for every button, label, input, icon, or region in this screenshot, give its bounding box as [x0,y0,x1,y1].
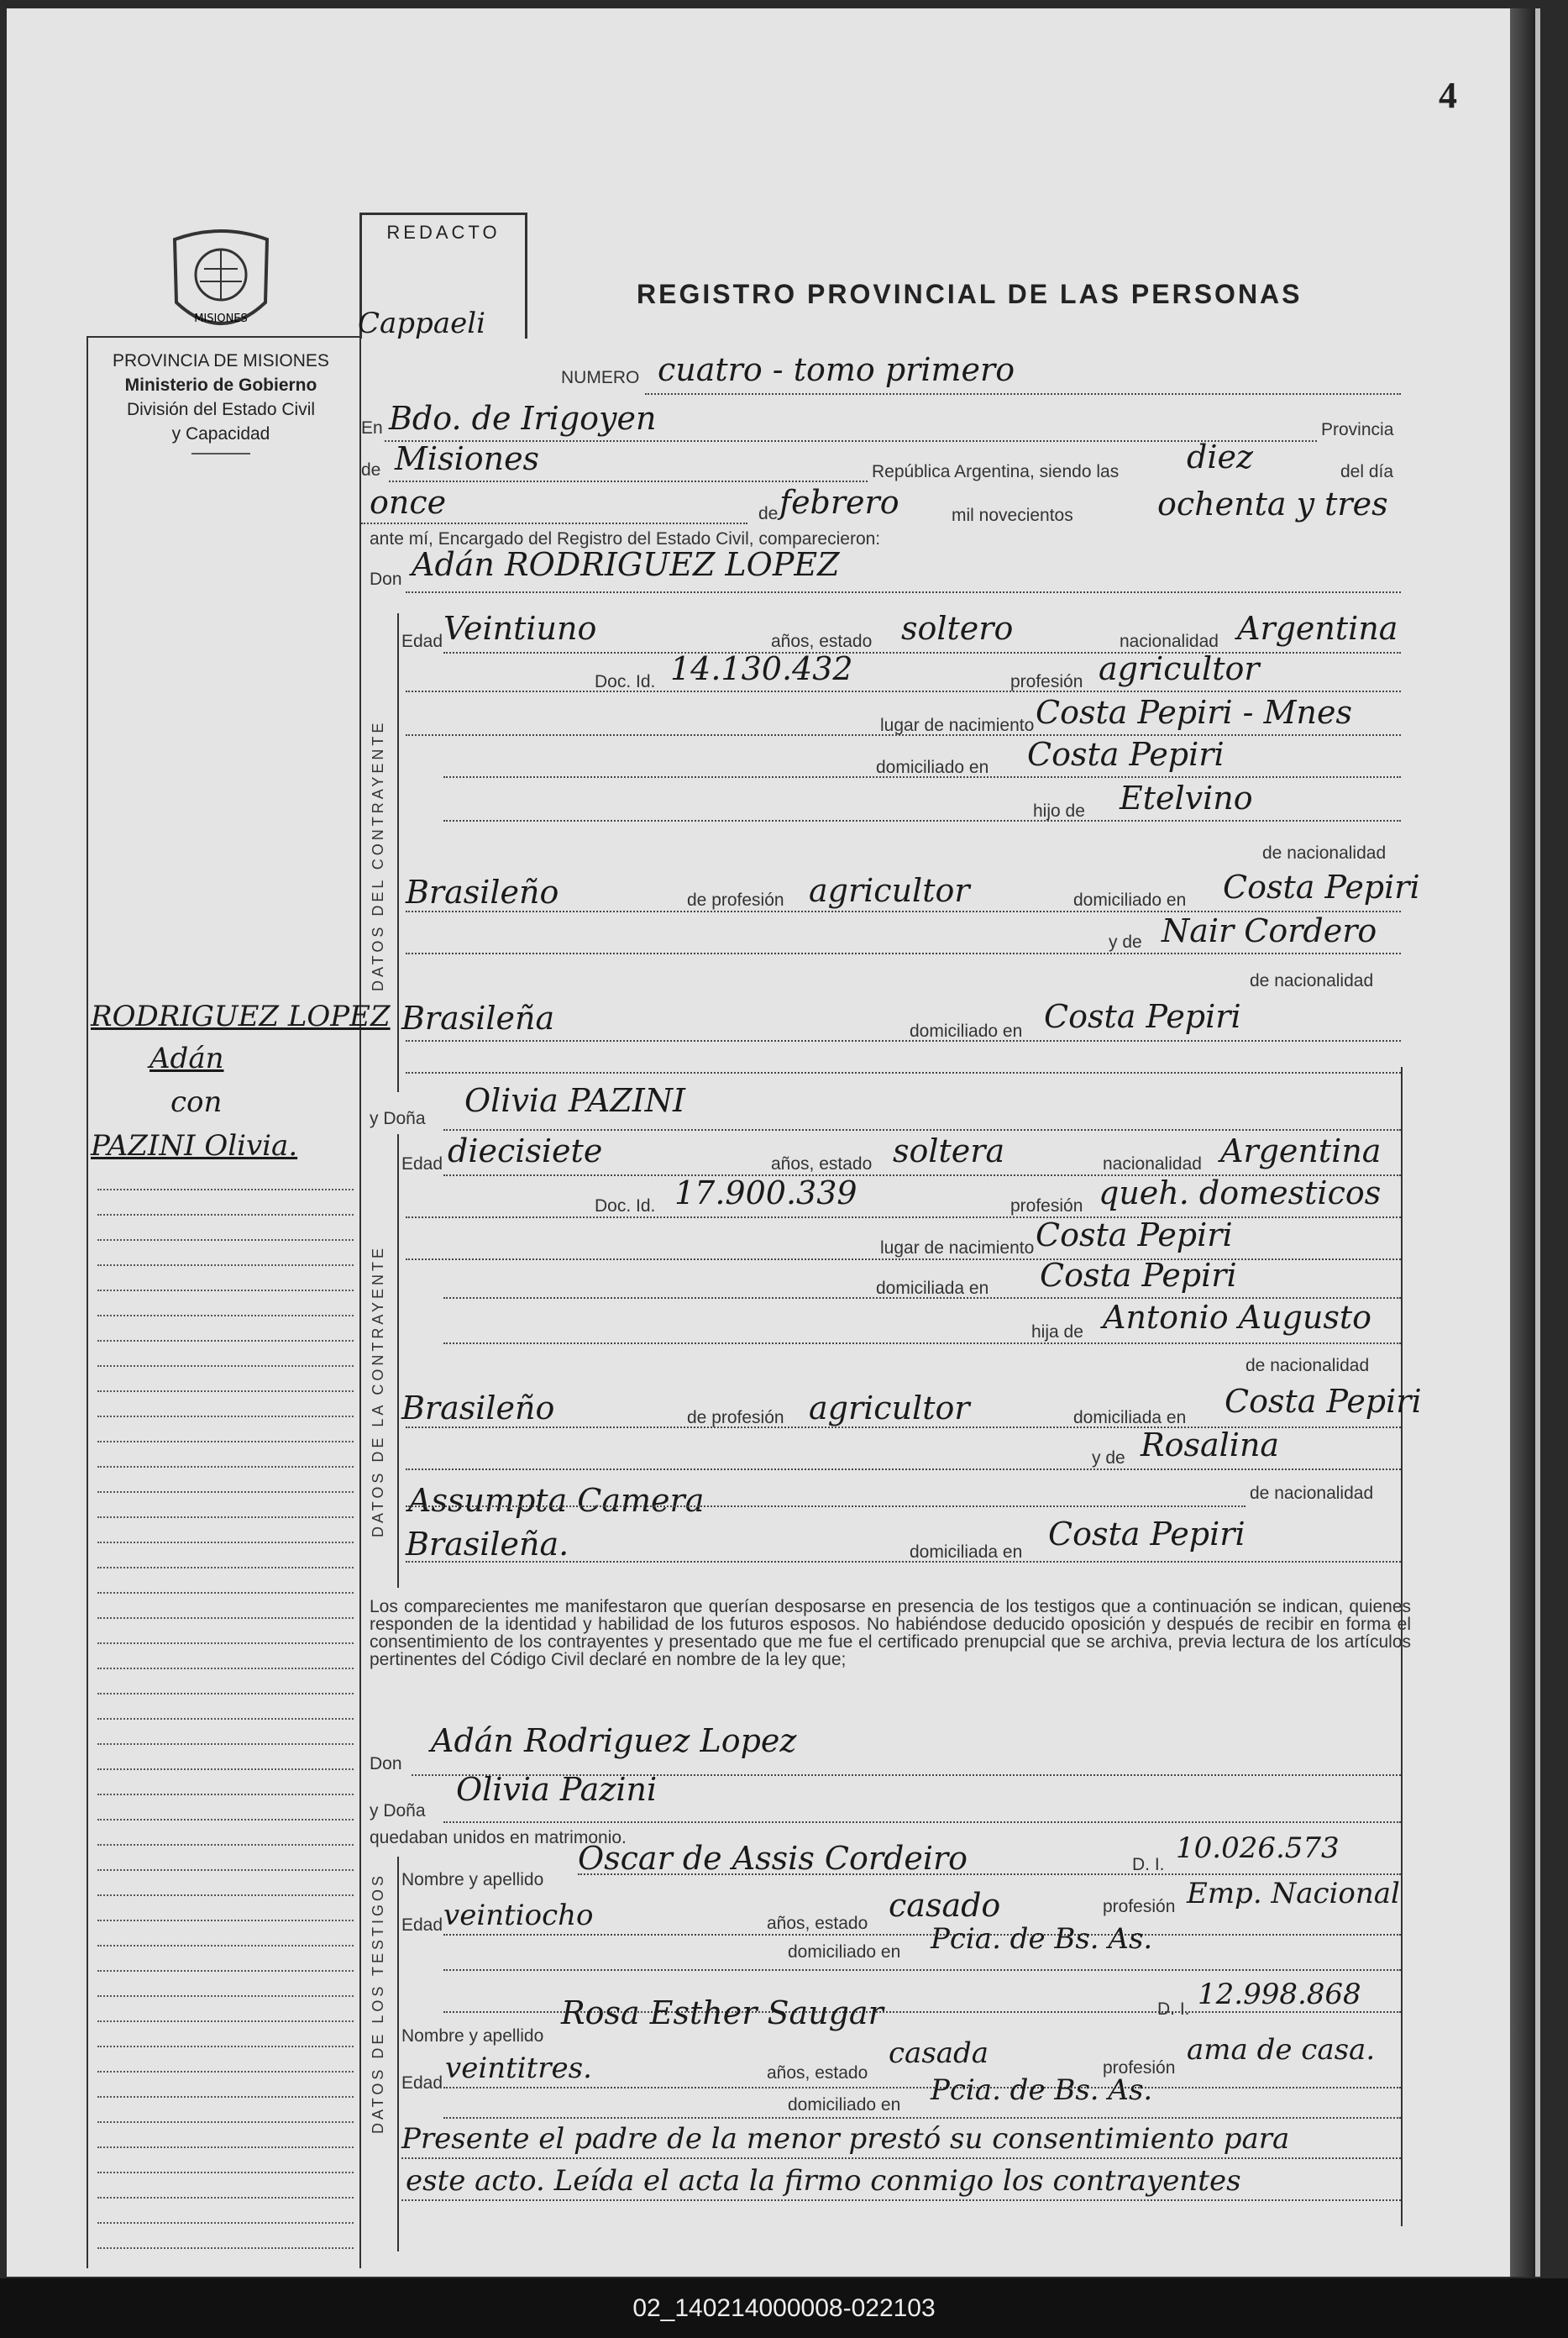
c2-padre-prof-value: agricultor [809,1390,970,1426]
margin-ruled-line [97,2222,354,2224]
ydona-label: y Doña [370,1109,426,1128]
redacto-label: REDACTO [386,222,501,243]
margin-note-line-3: con [170,1085,223,1119]
margin-ruled-line [97,1365,354,1367]
c2-padre-value: Antonio Augusto [1103,1299,1372,1336]
c2-domicilio-value: Costa Pepiri [1040,1257,1237,1294]
margin-ruled-line [97,1995,354,1997]
c2-doc-label: Doc. Id. [595,1196,656,1216]
anio-value: ochenta y tres [1157,486,1388,523]
margin-ruled-line [97,1466,354,1468]
c1-nac-value: Argentina [1237,610,1398,647]
c1-doc-value: 14.130.432 [670,650,853,687]
t1-d-value: 10.026.573 [1176,1831,1340,1865]
margin-ruled-line [97,1920,354,1921]
quedaban-label: quedaban unidos en matrimonio. [370,1828,627,1847]
dia-value: once [370,484,447,521]
margin-ruled-line [97,2121,354,2123]
book-spine [1510,8,1535,2277]
don-label: Don [370,570,402,589]
decl-don-label: Don [370,1754,402,1773]
t2-domicilio-label: domiciliado en [788,2095,901,2115]
document-page [7,8,1540,2277]
note-line-2: este acto. Leída el acta la firmo conmigo los contrayentes [406,2164,1241,2198]
margin-ruled-line [97,1642,354,1644]
c2-edad-value: diecisiete [448,1132,603,1169]
t1-profesion-label: profesión [1103,1897,1176,1916]
c2-nac-label: nacionalidad [1103,1154,1202,1174]
scan-id-footer: 02_140214000008-022103 [0,2278,1568,2338]
issuer-line-2: Ministerio de Gobierno [124,376,317,395]
provincial-seal-icon [166,223,275,344]
c1-madre-dom-value: Costa Pepiri [1044,998,1241,1035]
margin-ruled-line [97,1491,354,1493]
c2-madre-nac-value: Brasileña. [406,1526,569,1563]
margin-ruled-line [97,2146,354,2148]
del-dia-label: del día [1340,462,1394,481]
margin-note-line-4: PAZINI Olivia. [91,1129,298,1163]
c2-nac-value: Argentina [1220,1132,1382,1169]
c1-estado-value: soltero [901,610,1014,647]
t2-d-label: D. I. [1157,1999,1190,2019]
margin-ruled-line [97,1844,354,1846]
t1-edad-label: Edad [401,1915,443,1935]
c1-padre-nac-value: Brasileño [406,874,559,911]
c2-madre-value: Rosalina [1141,1426,1280,1463]
numero-value: cuatro - tomo primero [658,351,1015,388]
margin-ruled-line [97,1945,354,1947]
c1-nac-label: nacionalidad [1120,632,1219,651]
mes-value: febrero [779,484,899,521]
margin-ruled-line [97,1970,354,1972]
t1-profesion-value: Emp. Nacional [1187,1877,1400,1910]
seal-text: MISIONES [194,313,248,325]
margin-ruled-line [97,1264,354,1266]
c1-profesion-label: profesión [1010,672,1083,691]
c2-padre-dom-value: Costa Pepiri [1225,1383,1422,1420]
declaration-paragraph: Los comparecientes me manifestaron que querían desposarse en presencia de los testigos que a continuación se indican, quienes responden de la identidad y habilidad de los futuros esposos. No habiéndose deducido oposición y después de recibir en forma el consentimiento de los contrayentes y presentado que me fue el certificado prenupcial que se archiva, previa lectura de los artículos pertinentes del Código Civil declaré en nombre de la ley que; [370,1597,1411,1669]
issuer-line-1: PROVINCIA DE MISIONES [113,351,329,370]
page-title: REGISTRO PROVINCIAL DE LAS PERSONAS [637,279,1303,309]
c2-domicilio-label: domiciliada en [876,1279,989,1298]
c1-padre-value: Etelvino [1120,780,1253,817]
decl-don-value: Adán Rodriguez Lopez [431,1722,797,1759]
c2-madre-value-2: Assumpta Camera [408,1482,705,1519]
c2-lugar-label: lugar de nacimiento [880,1238,1035,1258]
c1-domicilio-label: domiciliado en [876,758,989,777]
margin-ruled-line [97,1819,354,1820]
en-label: En [361,418,383,438]
t2-profesion-value: ama de casa. [1187,2033,1376,2067]
t2-d-value: 12.998.868 [1198,1978,1361,2011]
c1-padre-dom-value: Costa Pepiri [1223,869,1420,906]
de-value: Misiones [395,440,540,477]
c2-yde-label: y de [1092,1448,1125,1468]
margin-ruled-line [97,2020,354,2022]
contrayente-section-label: DATOS DEL CONTRAYENTE [370,719,386,991]
margin-ruled-line [97,1340,354,1342]
c1-de-nac-label: de nacionalidad [1262,843,1387,863]
redacto-signature: Cappaeli [358,307,485,340]
margin-ruled-line [97,1416,354,1417]
t1-estado-value: casado [889,1887,1001,1924]
margin-ruled-line [97,1189,354,1190]
c2-profesion-label: profesión [1010,1196,1083,1216]
margin-ruled-line [97,1516,354,1518]
t2-edad-label: Edad [401,2073,443,2093]
c1-anos-label: años, estado [771,632,873,651]
margin-ruled-line [97,1592,354,1594]
c2-madre-dom-label: domiciliada en [910,1542,1023,1562]
c2-profesion-value: queh. domesticos [1099,1174,1382,1211]
margin-ruled-line [97,1617,354,1619]
decl-dona-label: y Doña [370,1801,426,1820]
margin-ruled-line [97,1869,354,1871]
t2-nombre-label: Nombre y apellido [401,2026,544,2046]
t2-nombre-value: Rosa Esther Saugar [561,1994,884,2031]
decl-dona-value: Olivia Pazini [456,1771,658,1808]
c1-padre-dom-label: domiciliado en [1073,891,1187,910]
margin-ruled-line [97,2071,354,2073]
t2-domicilio-value: Pcia. de Bs. As. [931,2073,1153,2107]
t2-edad-value: veintitres. [445,2052,592,2085]
margin-ruled-line [97,2197,354,2199]
c2-lugar-value: Costa Pepiri [1036,1216,1233,1253]
c1-hijo-label: hijo de [1033,801,1085,821]
t1-nombre-value: Oscar de Assis Cordeiro [578,1840,968,1877]
margin-note-line-2: Adán [149,1042,224,1075]
mil-label: mil novecientos [952,506,1073,525]
margin-ruled-line [97,1718,354,1720]
t1-domicilio-label: domiciliado en [788,1942,901,1962]
c1-profesion-value: agricultor [1099,650,1260,687]
c1-madre-value: Nair Cordero [1162,912,1377,949]
margin-ruled-line [97,1894,354,1896]
c2-hija-label: hija de [1031,1322,1083,1342]
contrayenta-section-label: DATOS DE LA CONTRAYENTE [370,1244,386,1537]
c1-de-profesion-label: de profesión [687,891,784,910]
c1-lugar-value: Costa Pepiri - Mnes [1036,694,1352,731]
provincia-label: Provincia [1321,420,1394,439]
margin-ruled-line [97,1693,354,1694]
t2-anos-label: años, estado [767,2063,868,2083]
note-line-1: Presente el padre de la menor prestó su consentimiento para [401,2122,1290,2156]
hora-value: diez [1187,439,1253,475]
margin-ruled-line [97,2247,354,2249]
c2-padre-nac-value: Brasileño [401,1390,555,1426]
don-value: Adán RODRIGUEZ LOPEZ [412,546,840,583]
issuer-header [87,349,355,454]
c2-de-profesion-label: de profesión [687,1408,784,1427]
c2-anos-label: años, estado [771,1154,873,1174]
de2-label: de [758,504,779,523]
margin-note-line-1: RODRIGUEZ LOPEZ [91,1000,391,1033]
t2-profesion-label: profesión [1103,2058,1176,2078]
c2-de-nac-label-2: de nacionalidad [1250,1484,1374,1503]
margin-ruled-line [97,1214,354,1216]
c2-doc-value: 17.900.339 [674,1174,857,1211]
c1-padre-prof-value: agricultor [809,872,970,909]
margin-ruled-line [97,1768,354,1770]
t1-domicilio-value: Pcia. de Bs. As. [931,1922,1153,1956]
margin-ruled-line [97,1441,354,1442]
margin-ruled-line [97,1567,354,1568]
margin-ruled-line [97,1542,354,1543]
c1-domicilio-value: Costa Pepiri [1027,736,1225,773]
t2-estado-value: casada [889,2036,989,2070]
t1-nombre-label: Nombre y apellido [401,1870,544,1889]
margin-ruled-line [97,1668,354,1669]
de-label: de [361,460,381,480]
ante-label: ante mí, Encargado del Registro del Estado Civil, comparecieron: [370,529,881,549]
margin-ruled-line [97,1239,354,1241]
margin-ruled-line [97,2046,354,2047]
c2-madre-dom-value: Costa Pepiri [1048,1516,1245,1553]
c1-edad-label: Edad [401,632,443,651]
c2-de-nac-label: de nacionalidad [1245,1356,1370,1375]
c2-padre-dom-label: domiciliada en [1073,1408,1187,1427]
c1-lugar-label: lugar de nacimiento [880,716,1035,735]
margin-ruled-line [97,2096,354,2098]
c1-edad-value: Veintiuno [443,610,597,647]
c1-madre-nac-value: Brasileña [401,1000,555,1037]
issuer-line-4: y Capacidad [171,424,270,444]
margin-ruled-line [97,2172,354,2173]
en-value: Bdo. de Irigoyen [389,400,657,437]
c1-de-nac-label-2: de nacionalidad [1250,971,1374,990]
c1-doc-label: Doc. Id. [595,672,656,691]
c1-madre-dom-label: domiciliado en [910,1022,1023,1041]
testigos-section-label: DATOS DE LOS TESTIGOS [370,1872,386,2134]
c2-edad-label: Edad [401,1154,443,1174]
c1-yde-label: y de [1109,933,1142,952]
t1-anos-label: años, estado [767,1914,868,1933]
c2-estado-value: soltera [893,1132,1005,1169]
t1-edad-value: veintiocho [443,1899,594,1932]
issuer-line-3: División del Estado Civil [126,400,316,419]
margin-ruled-line [97,1290,354,1291]
numero-label: NUMERO [561,368,640,387]
margin-ruled-line [97,1315,354,1316]
margin-ruled-line [97,1794,354,1795]
margin-ruled-line [97,1390,354,1392]
dona-value: Olivia PAZINI [464,1082,686,1119]
margin-ruled-line [97,1743,354,1745]
republica-label: República Argentina, siendo las [872,462,1120,481]
t1-d-label: D. I. [1132,1855,1165,1874]
page-number: 4 [1439,75,1457,116]
